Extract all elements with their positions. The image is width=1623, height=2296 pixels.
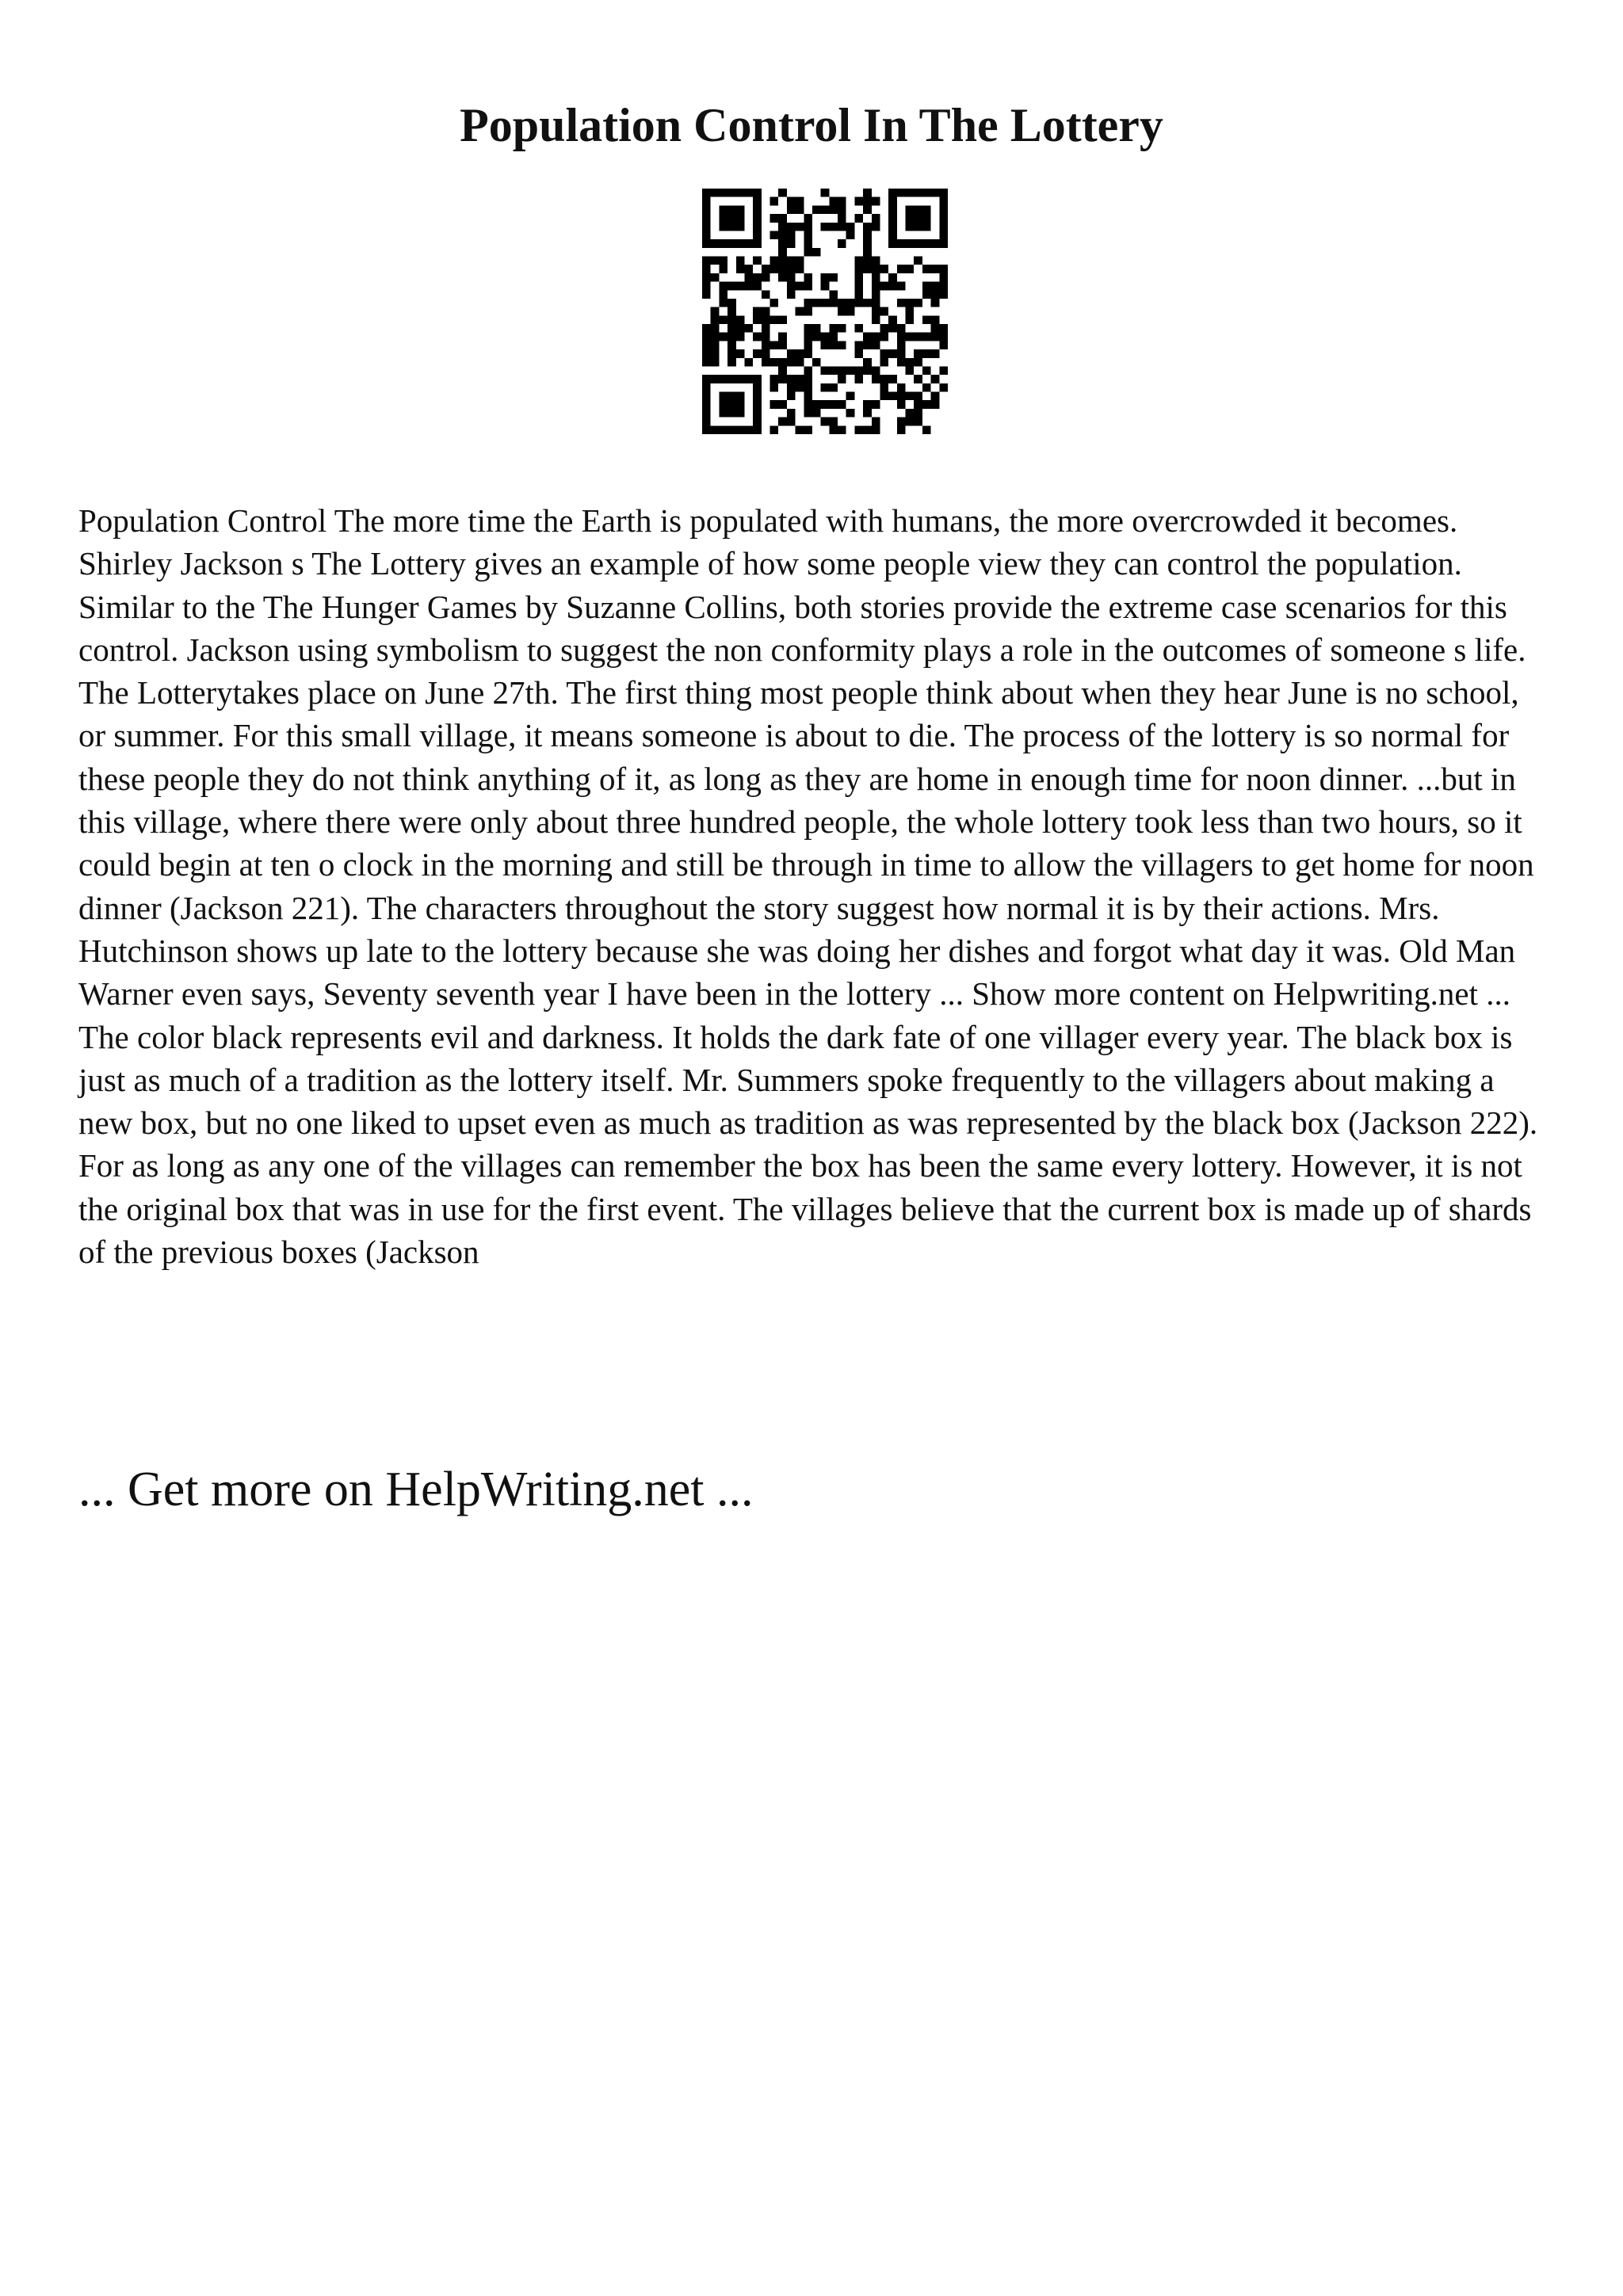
get-more-link[interactable]: ... Get more on HelpWriting.net ... <box>78 1463 754 1516</box>
paragraph-2: The color black represents evil and darkness. It holds the dark fate of one villager every year. The black box is just as much of a tradition as the lottery itself. Mr. Summers spoke frequently to the villagers about making a new box, but no one liked to upset even as much as tradition as was represented by the black box (Jackson 222). For as long as any one of the villages can remember the box has been the same every lottery. However, it is not the original box that was in use for the first event. The villages believe that the current box is made up of shards of the previous boxes (Jackson <box>78 1018 1538 1271</box>
article-body <box>78 499 1552 1273</box>
page-title: Population Control In The Lottery <box>460 99 1163 151</box>
paragraph-1: Population Control The more time the Earth is populated with humans, the more overcrowded it becomes. Shirley Jackson s The Lottery gives an example of how some people view they can control the population. Similar to the The Hunger Games by Suzanne Collins, both stories provide the extreme case scenarios for this control. Jackson using symbolism to suggest the non conformity plays a role in the outcomes of someone s life. The Lotterytakes place on June 27th. The first thing most people think about when they hear June is no school, or summer. For this small village, it means someone is about to die. The process of the lottery is so normal for these people they do not think anything of it, as long as they are home in enough time for noon dinner. ...but in this village, where there were only about three hundred people, the whole lottery took less than two hours, so it could begin at ten o clock in the morning and still be through in time to allow the villagers to get home for noon dinner (Jackson 221). The characters throughout the story suggest how normal it is by their actions. Mrs. Hutchinson shows up late to the lottery because she was doing her dishes and forgot what day it was. Old Man Warner even says, Seventy seventh year I have been in the lottery ... Show more content on Helpwriting.net ... <box>78 502 1534 1013</box>
qr-code-icon[interactable] <box>702 189 948 434</box>
